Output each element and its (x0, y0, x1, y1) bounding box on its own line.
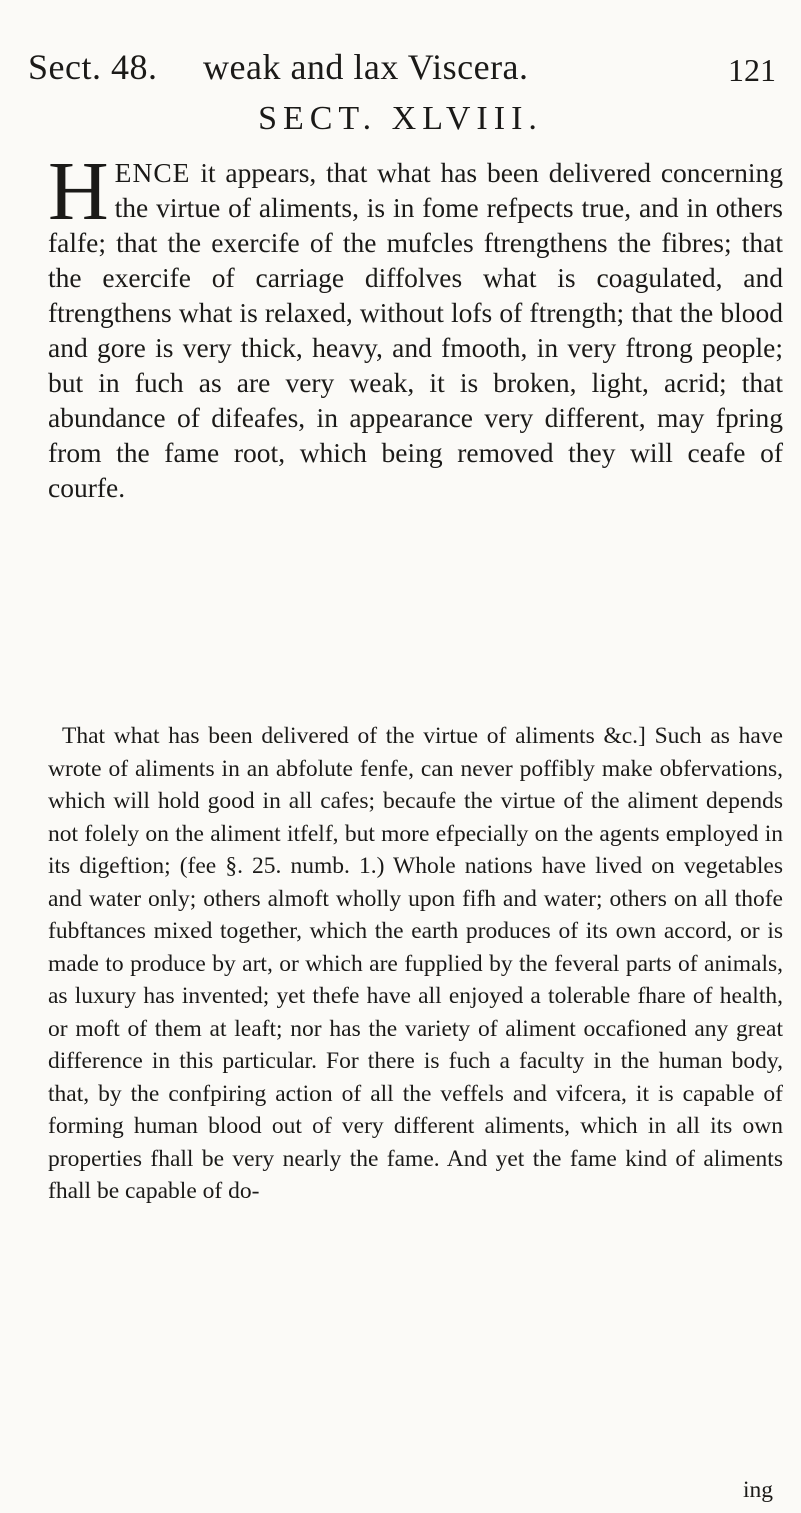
commentary-text: Such as have wrote of aliments in an abfolute fenfe, can never poffibly make obfervations, which will hold good in all cafes; becaufe the virtue of the aliment depends not folely on the aliment itfelf, but more efpecially on the agents employed in its digeftion; (fee §. 25. numb. 1.) Whole nations have lived on vegetables and water only; others almoft wholly upon fifh and water; others on all thofe fubftances mixed together, which the earth produces of its own accord, or is made to produce by art, or which are fupplied by the feveral parts of animals, as luxury has invented; yet thefe have all enjoyed a tolerable fhare of health, or moft of them at leaft; nor has the variety of aliment occafioned any great difference in this particular. For there is fuch a faculty in the human body, that, by the confpiring action of all the veffels and vifcera, it is capable of forming human blood out of very different aliments, which in all its own properties fhall be very nearly the fame. And yet the fame kind of aliments fhall be capable of do- (48, 723, 783, 1204)
aphorism-text: it appears, that what has been delivered concerning the virtue of aliments, is in fome refpects true, and in others falfe; that the exercife of the mufcles ftrengthens the fibres; that the exercife of carriage diffolves what is coagulated, and ftrengthens what is relaxed, without lofs of ftrength; that the blood and gore is very thick, heavy, and fmooth, in very ftrong people; but in fuch as are very weak, it is broken, light, acrid; that abundance of difeafes, in appearance very different, may fpring from the fame root, which being removed they will ceafe of courfe. (48, 157, 783, 503)
running-head (28, 28, 776, 88)
lead-word: ENCE (114, 157, 191, 188)
section-title: SECT. XLVIII. (258, 100, 543, 137)
drop-cap: H (48, 145, 109, 238)
commentary-lemma: That what has been delivered of the virtue of aliments &c.] (62, 723, 646, 749)
aphorism-paragraph (48, 145, 783, 505)
running-title: weak and lax Viscera. (203, 47, 529, 87)
commentary-paragraph (48, 720, 783, 1208)
section-reference: Sect. 48. (28, 47, 158, 87)
catchword: ing (742, 1477, 773, 1503)
page-number: 121 (728, 52, 776, 88)
